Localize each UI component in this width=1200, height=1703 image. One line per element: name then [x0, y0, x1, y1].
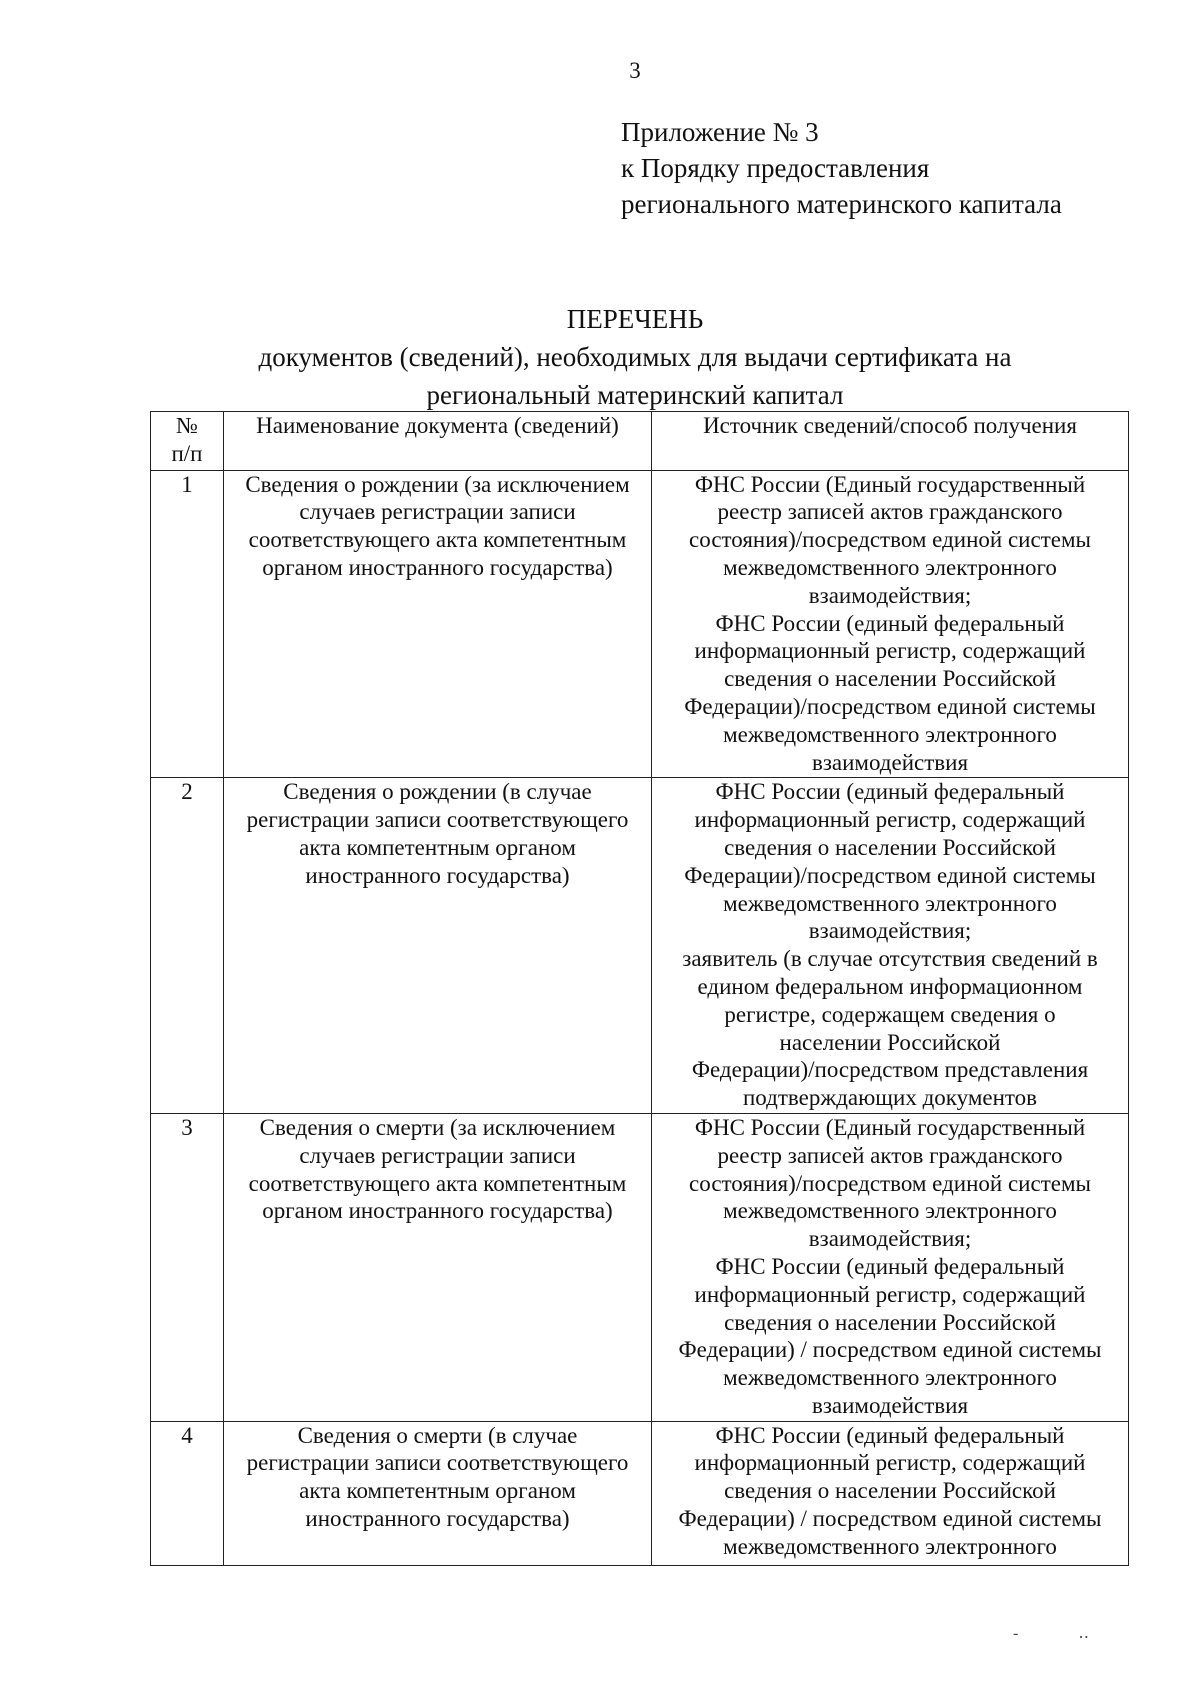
row-number: 4 [151, 1421, 224, 1565]
row-document-name: Сведения о рождении (в случае регистрации записи соответствующего акта компетентным органом иностранного государства) [224, 778, 652, 1114]
title-subtitle-line-2: региональный материнский капитал [426, 380, 844, 410]
row-number: 1 [151, 470, 224, 778]
title-subtitle-line-1: документов (сведений), необходимых для выдачи сертификата на [258, 342, 1012, 372]
appendix-line-3: регионального материнского капитала [621, 189, 1062, 219]
appendix-line-2: к Порядку предоставления [621, 153, 930, 183]
table-row [151, 1421, 1129, 1565]
title-heading: ПЕРЕЧЕНЬ [566, 304, 704, 334]
row-document-name: Сведения о рождении (за исключением случаев регистрации записи соответствующего акта компетентным органом иностранного государства) [224, 470, 652, 778]
row-number: 3 [151, 1113, 224, 1421]
row-source: ФНС России (единый федеральный информационный регистр, содержащий сведения о населении Российской Федерации)/посредством единой системы межведомственного электронного взаимодействия; заявитель (в случае отсутствия сведений в едином федеральном информационном регистре, содержащем сведения о населении Российской Федерации)/посредством представления подтверждающих документов [652, 778, 1129, 1114]
table-header-row [151, 412, 1129, 471]
row-document-name: Сведения о смерти (за исключением случаев регистрации записи соответствующего акта компетентным органом иностранного государства) [224, 1113, 652, 1421]
header-document-name: Наименование документа (сведений) [224, 412, 652, 471]
document-title [0, 300, 1200, 414]
row-source: ФНС России (Единый государственный реестр записей актов гражданского состояния)/посредством единой системы межведомственного электронного взаимодействия; ФНС России (единый федеральный информационный регистр, содержащий сведения о населении Российской Федерации)/посредством единой системы межведомственного электронного взаимодействия [652, 470, 1129, 778]
row-document-name: Сведения о смерти (в случае регистрации записи соответствующего акта компетентным органом иностранного государства) [224, 1421, 652, 1565]
header-source: Источник сведений/способ получения [652, 412, 1129, 471]
row-source: ФНС России (Единый государственный реестр записей актов гражданского состояния)/посредством единой системы межведомственного электронного взаимодействия; ФНС России (единый федеральный информационный регистр, содержащий сведения о населении Российской Федерации) / посредством единой системы межведомственного электронного взаимодействия [652, 1113, 1129, 1421]
header-number: № п/п [151, 412, 224, 471]
appendix-line-1: Приложение № 3 [621, 117, 819, 147]
table-row [151, 1113, 1129, 1421]
table-row [151, 778, 1129, 1114]
row-source: ФНС России (единый федеральный информационный регистр, содержащий сведения о населении Российской Федерации) / посредством единой системы межведомственного электронного [652, 1421, 1129, 1565]
row-number: 2 [151, 778, 224, 1114]
scan-mark: - ‥ [1013, 1625, 1117, 1642]
table-row [151, 470, 1129, 778]
documents-table [150, 411, 1129, 1566]
page-number: 3 [629, 58, 641, 83]
appendix-reference [621, 114, 1062, 222]
